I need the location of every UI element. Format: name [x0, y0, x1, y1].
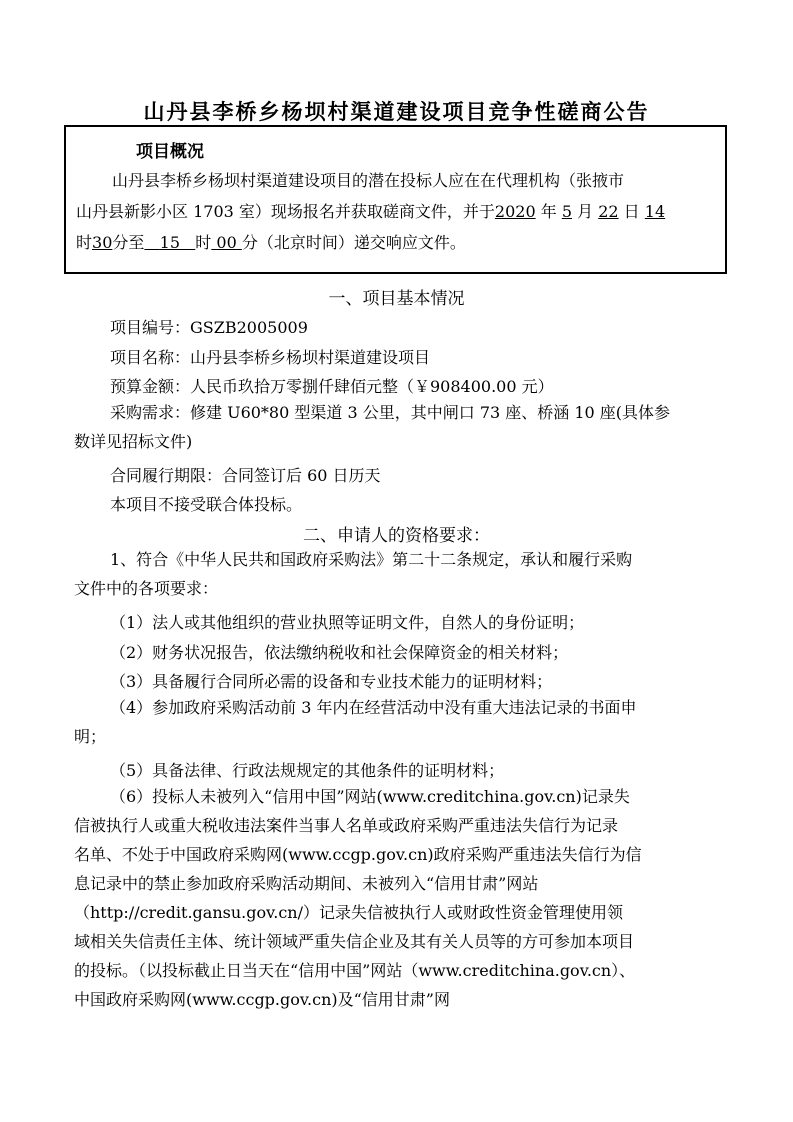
page-title: 山丹县李桥乡杨坝村渠道建设项目竞争性磋商公告	[143, 99, 650, 124]
section-1-heading: 一、项目基本情况	[328, 289, 465, 309]
hour-unit: 时	[76, 233, 93, 252]
procurement-demand	[74, 398, 724, 456]
deadline-day: 22	[598, 202, 619, 221]
minute-text: 分至	[112, 233, 145, 252]
deadline-hour-2-value: 15	[159, 233, 181, 252]
overview-line-2	[76, 196, 715, 227]
overview-line-1: 山丹县李桥乡杨坝村渠道建设项目的潜在投标人应在在代理机构（张掖市	[112, 171, 625, 190]
deadline-month: 5	[561, 202, 573, 221]
sub-requirement-6	[74, 782, 724, 1014]
demand-line-1: 采购需求：修建 U60*80 型渠道 3 公里，其中闸口 73 座、桥涵 10 座(具体参	[110, 403, 671, 422]
sub-requirement-6-line: 息记录中的禁止参加政府采购活动期间、未被列入“信用甘肃”网站	[74, 874, 539, 893]
project-name: 项目名称：山丹县李桥乡杨坝村渠道建设项目	[110, 348, 431, 367]
deadline-minute-2	[211, 233, 242, 252]
sub-requirement-2: （2）财务状况报告，依法缴纳税收和社会保障资金的相关材料；	[110, 643, 569, 662]
sub-requirement-6-line: 名单、不处于中国政府采购网(www.ccgp.gov.cn)政府采购严重违法失信行为信	[74, 845, 642, 864]
deadline-year: 2020	[494, 202, 536, 221]
overview-box	[64, 125, 727, 274]
overview-line-2-text: 山丹县新影小区 1703 室）现场报名并获取磋商文件，并于	[76, 202, 495, 221]
day-unit: 日	[623, 202, 640, 221]
requirement-1	[74, 545, 724, 603]
hour-2-unit: 时	[195, 233, 212, 252]
sub-requirement-6-line: （6）投标人未被列入“信用中国”网站(www.creditchina.gov.cn)记录失	[110, 787, 630, 806]
overview-line-3	[76, 227, 715, 258]
sub-requirement-6-line: 信被执行人或重大税收违法案件当事人名单或政府采购严重违法失信行为记录	[74, 816, 619, 835]
sub-requirement-5: （5）具备法律、行政法规规定的其他条件的证明材料；	[110, 761, 505, 780]
deadline-hour: 14	[644, 202, 666, 221]
sub-requirement-1: （1）法人或其他组织的营业执照等证明文件，自然人的身份证明；	[110, 613, 585, 632]
requirement-1-line-2: 文件中的各项要求：	[74, 579, 219, 598]
deadline-minute-2-value: 00	[216, 233, 237, 252]
deadline-minute: 30	[92, 233, 113, 252]
sub-requirement-6-line: （http://credit.gansu.gov.cn/）记录失信被执行人或财政性资金管理使用领	[74, 903, 623, 922]
section-2-heading: 二、申请人的资格要求：	[303, 526, 490, 546]
project-number: 项目编号：GSZB2005009	[110, 318, 308, 337]
budget-amount: 预算金额：人民币玖拾万零捌仟肆佰元整（￥908400.00 元）	[110, 377, 554, 396]
demand-line-2: 数详见招标文件)	[74, 432, 193, 451]
sub-requirement-6-line: 域相关失信责任主体、统计领域严重失信企业及其有关人员等的方可参加本项目	[74, 932, 635, 951]
sub-requirement-6-line: 中国政府采购网(www.ccgp.gov.cn)及“信用甘肃”网	[74, 990, 450, 1009]
no-consortium: 本项目不接受联合体投标。	[110, 495, 303, 514]
overview-heading: 项目概况	[136, 142, 204, 162]
requirement-1-line-1: 1、符合《中华人民共和国政府采购法》第二十二条规定，承认和履行采购	[110, 550, 633, 569]
overview-tail: 分（北京时间）递交响应文件。	[241, 233, 466, 252]
sub-requirement-6-line: 的投标。（以投标截止日当天在“信用中国”网站（www.creditchina.gov.cn）、	[74, 961, 636, 980]
year-unit: 年	[540, 202, 557, 221]
sub-requirement-4-line-2: 明；	[74, 727, 107, 746]
sub-requirement-4	[74, 693, 724, 751]
sub-requirement-4-line-1: （4）参加政府采购活动前 3 年内在经营活动中没有重大违法记录的书面申	[110, 698, 637, 717]
contract-period: 合同履行期限：合同签订后 60 日历天	[110, 466, 381, 485]
overview-body	[76, 165, 715, 258]
sub-requirement-3: （3）具备履行合同所必需的设备和专业技术能力的证明材料；	[110, 672, 553, 691]
month-unit: 月	[577, 202, 594, 221]
deadline-hour-2	[144, 233, 195, 252]
